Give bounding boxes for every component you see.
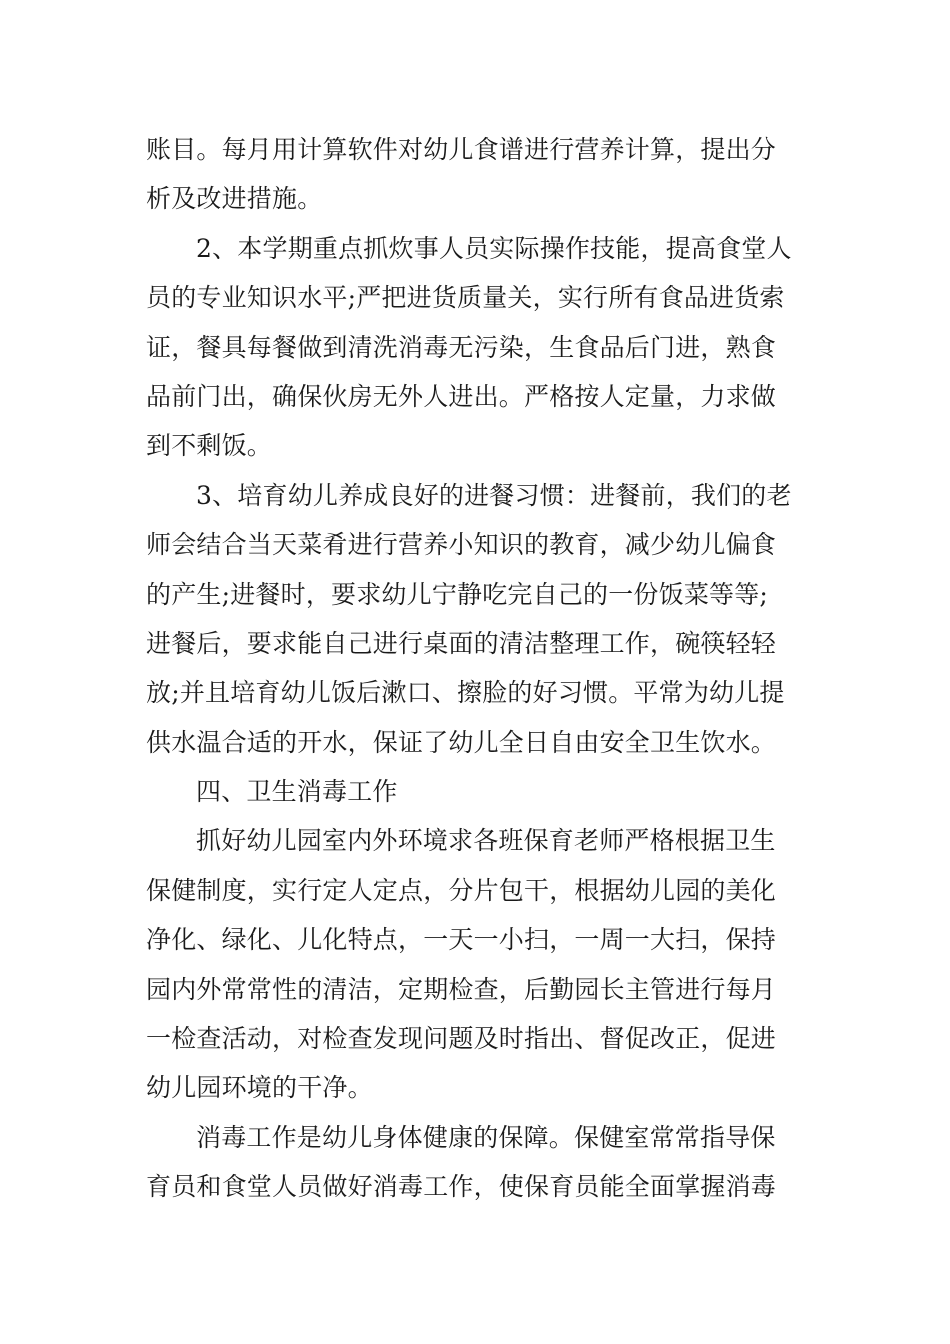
paragraph-environment: [146, 816, 806, 1112]
text-line: 到不剩饭。: [146, 431, 273, 461]
paragraph-disinfection: [146, 1113, 806, 1212]
text-line: 品前门出，确保伙房无外人进出。严格按人定量，力求做: [146, 381, 777, 411]
text-line: 净化、绿化、儿化特点，一天一小扫，一周一大扫，保持: [146, 925, 777, 955]
text-line: 的产生;进餐时，要求幼儿宁静吃完自己的一份饭菜等等;: [146, 579, 769, 609]
heading-text: 四、卫生消毒工作: [196, 777, 398, 807]
text-line: 析及改进措施。: [146, 184, 323, 214]
text-line: 账目。每月用计算软件对幼儿食谱进行营养计算，提出分: [146, 135, 777, 164]
text-line: 放;并且培育幼儿饭后漱口、擦脸的好习惯。平常为幼儿提: [146, 678, 785, 708]
section-heading-sanitation: [146, 767, 806, 816]
paragraph-item-2: [146, 224, 806, 471]
text-line: 抓好幼儿园室内外环境求各班保育老师严格根据卫生: [196, 826, 776, 856]
text-line: 供水温合适的开水，保证了幼儿全日自由安全卫生饮水。: [146, 727, 777, 757]
text-line: 2、本学期重点抓炊事人员实际操作技能，提高食堂人: [196, 233, 792, 263]
text-line: 员的专业知识水平;严把进货质量关，实行所有食品进货索: [146, 283, 785, 313]
paragraph-accounts: [146, 125, 806, 224]
text-line: 师会结合当天菜肴进行营养小知识的教育，减少幼儿偏食: [146, 530, 777, 560]
document-body: [146, 125, 806, 1212]
text-line: 消毒工作是幼儿身体健康的保障。保健室常常指导保: [196, 1122, 776, 1152]
text-line: 园内外常常性的清洁，定期检查，后勤园长主管进行每月: [146, 974, 777, 1004]
text-line: 3、培育幼儿养成良好的进餐习惯：进餐前，我们的老: [196, 480, 792, 510]
text-line: 进餐后，要求能自己进行桌面的清洁整理工作，碗筷轻轻: [146, 628, 777, 658]
text-line: 育员和食堂人员做好消毒工作，使保育员能全面掌握消毒: [146, 1172, 777, 1202]
text-line: 保健制度，实行定人定点，分片包干，根据幼儿园的美化: [146, 875, 777, 905]
paragraph-item-3: [146, 471, 806, 767]
text-line: 一检查活动，对检查发现问题及时指出、督促改正，促进: [146, 1024, 777, 1054]
text-line: 证，餐具每餐做到清洗消毒无污染，生食品后门进，熟食: [146, 332, 777, 362]
text-line: 幼儿园环境的干净。: [146, 1073, 373, 1103]
